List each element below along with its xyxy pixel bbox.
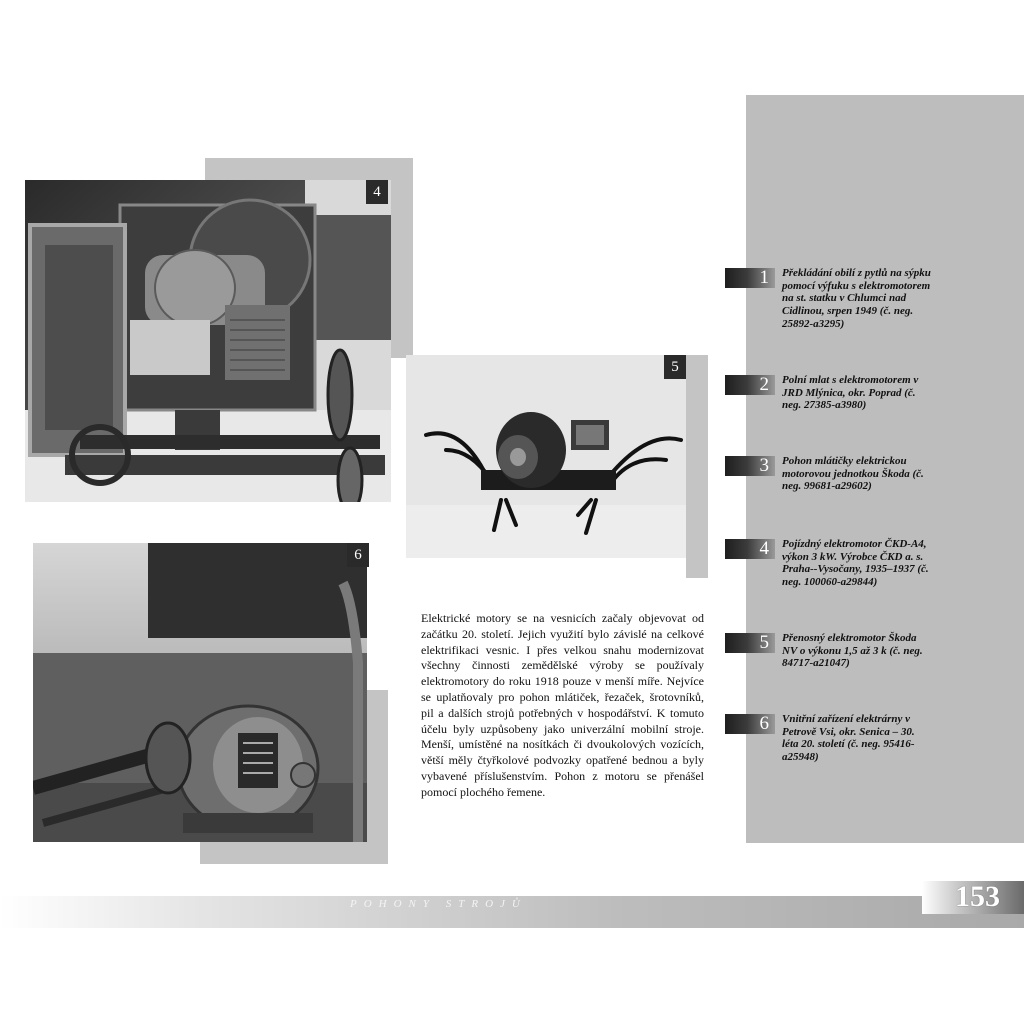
photo-4-shadow-top [205, 158, 413, 182]
photo-4-shadow-right [391, 158, 413, 358]
caption-6-number: 6 [725, 714, 775, 734]
photo-4-number-badge: 4 [366, 180, 388, 204]
photo-6 [33, 543, 367, 842]
caption-3-number: 3 [725, 456, 775, 476]
caption-4-text: Pojízdný elektromotor ČKD-A4, výkon 3 kW. Výrobce ČKD a. s. Praha--Vysočany, 1935–1937 (č. neg. 100060-a29844) [782, 538, 929, 589]
photo-5 [406, 355, 686, 558]
photo-6-number-badge: 6 [347, 543, 369, 567]
caption-4-number: 4 [725, 539, 775, 559]
photo-6-shadow-bottom [200, 842, 388, 864]
caption-1-number: 1 [725, 268, 775, 288]
caption-5-number: 5 [725, 633, 775, 653]
caption-5-text: Přenosný elektromotor Škoda NV o výkonu 1,5 až 3 k (č. neg. 84717-a21047) [782, 632, 923, 670]
photo-6-shadow-right [366, 690, 388, 864]
body-text: Elektrické motory se na vesnicích začaly objevovat od začátku 20. století. Jejich využití bylo závislé na celkové elektrifikaci vesnic. I přes velkou snahu modernizovat všechny činnosti zemědělské výroby se používaly elektromotory do roku 1918 pouze v menší míře. Nejvíce se uplatňovaly pro pohon mlátiček, řezaček, šrotovníků, pil a dalších strojů potřebných v hospodářství. K tomuto účelu byly uzpůsobeny jako univerzální mobilní stroje. Menší, umístěné na nosítkách či dvoukolových vozících, větší měly čtyřkolové podvozky opatřené bednou a byly vybavené příslušenstvím. Pohon z motoru se přenášel pomocí plochého řemene. [421, 611, 704, 799]
page-number: 153 [955, 880, 1000, 913]
caption-3-text: Pohon mlátičky elektrickou motorovou jednotkou Škoda (č. neg. 99681-a29602) [782, 455, 924, 493]
photo-4 [25, 180, 391, 502]
caption-6-text: Vnitřní zařízení elektrárny v Petrově Vsi, okr. Senica – 30. léta 20. století (č. neg. 95416-a25948) [782, 713, 915, 764]
caption-2-number: 2 [725, 375, 775, 395]
footer-title: POHONY STROJŮ [350, 898, 527, 910]
caption-1-text: Překládání obilí z pytlů na sýpku pomocí výfuku s elektromotorem na st. statku v Chlumci nad Cidlinou, srpen 1949 (č. neg. 25892-a3295) [782, 267, 931, 330]
photo-5-shadow-right [686, 355, 708, 578]
caption-2-text: Polní mlat s elektromotorem v JRD Mlýnica, okr. Poprad (č. neg. 27385-a3980) [782, 374, 919, 412]
photo-5-number-badge: 5 [664, 355, 686, 379]
